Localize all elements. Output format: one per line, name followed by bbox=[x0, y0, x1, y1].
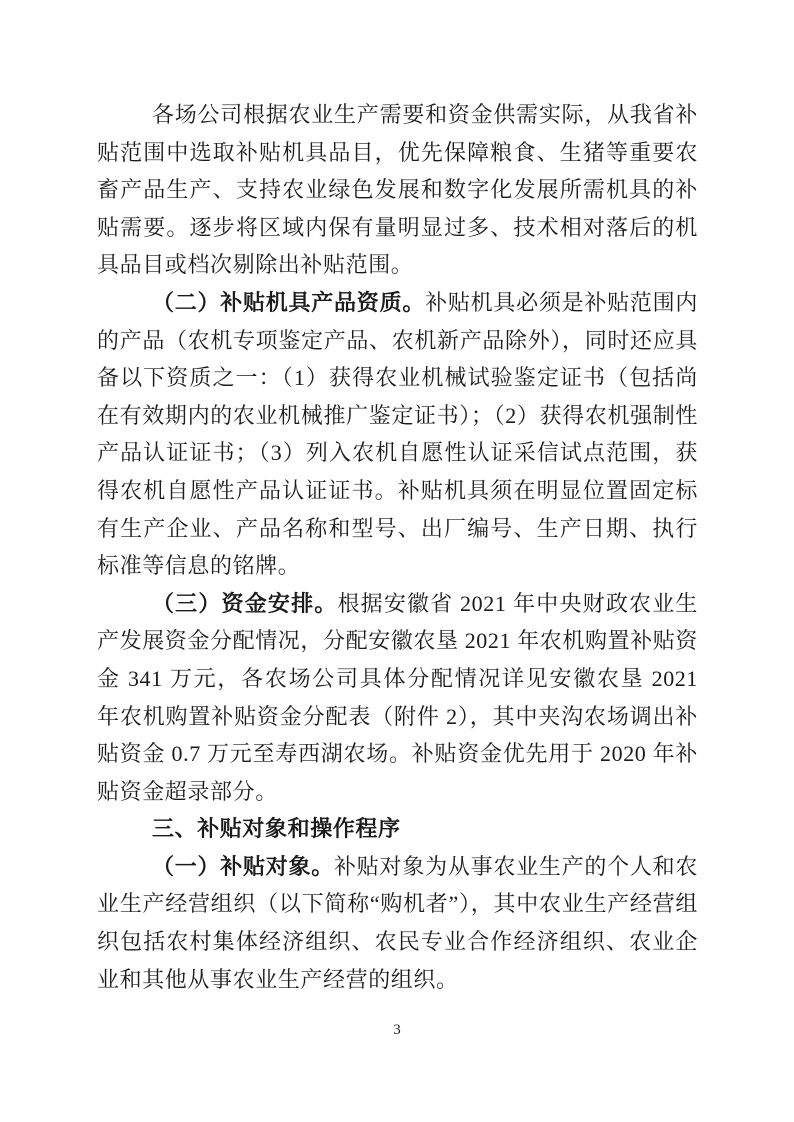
paragraph-subsidy-targets bbox=[97, 848, 698, 998]
text-run: 根据安徽省 2021 年中央财政农业生产发展资金分配情况，分配安徽农垦 2021 年农机购置补贴资金 341 万元，各农场公司具体分配情况详见安徽农垦 2021 年农机购置补贴资金分配表（附件 2），其中夹沟农场调出补贴资金 0.7 万元至寿西湖农场。补贴资金优先用于 2020 年补贴资金超录部分。 bbox=[97, 590, 699, 804]
text-run: 补贴机具必须是补贴范围内的产品（农机专项鉴定产品、农机新产品除外），同时还应具备以下资质之一：（1）获得农业机械试验鉴定证书（包括尚在有效期内的农业机械推广鉴定证书）；（2）获得农机强制性产品认证证书；（3）列入农机自愿性认证采信试点范围，获得农机自愿性产品认证证书。补贴机具须在明显位置固定标有生产企业、产品名称和型号、出厂编号、生产日期、执行标准等信息的铭牌。 bbox=[97, 289, 698, 579]
text-run: 补贴对象为从事农业生产的个人和农业生产经营组织（以下简称“购机者”），其中农业生产经营组织包括农村集体经济组织、农民专业合作经济组织、农业企业和其他从事农业生产经营的组织。 bbox=[97, 853, 698, 992]
bold-text-run: （二）补贴机具产品资质。 bbox=[152, 289, 426, 315]
paragraph-machine-product-qualification bbox=[97, 284, 698, 585]
section-heading-subsidy-targets-and-procedures bbox=[97, 810, 698, 848]
text-run: 各场公司根据农业生产需要和资金供需实际，从我省补贴范围中选取补贴机具品目，优先保障粮食、生猪等重要农畜产品生产、支持农业绿色发展和数字化发展所需机具的补贴需要。逐步将区域内保有量明显过多、技术相对落后的机具品目或档次剔除出补贴范围。 bbox=[97, 102, 698, 278]
page-number: 3 bbox=[393, 1022, 401, 1038]
document-body bbox=[97, 96, 698, 998]
bold-text-run: （三）资金安排。 bbox=[152, 590, 338, 616]
paragraph-subsidy-item-selection bbox=[97, 96, 698, 284]
bold-text-run: 三、补贴对象和操作程序 bbox=[152, 816, 401, 842]
bold-text-run: （一）补贴对象。 bbox=[152, 853, 335, 879]
paragraph-fund-arrangement bbox=[97, 585, 698, 811]
